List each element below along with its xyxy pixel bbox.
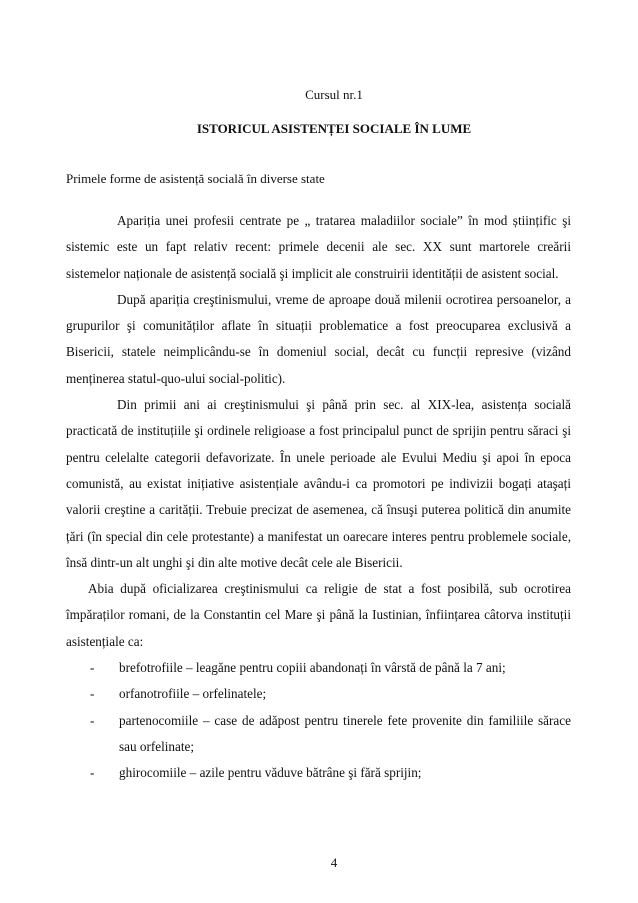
list-item-text: ghirocomiile – azile pentru văduve bătrâne şi fără sprijin; xyxy=(119,765,422,781)
course-label: Cursul nr.1 xyxy=(305,87,363,102)
document-title: ISTORICUL ASISTENȚEI SOCIALE ÎN LUME xyxy=(196,121,472,136)
list-item-text: orfanotrofiile – orfelinatele; xyxy=(119,686,267,702)
list-item xyxy=(66,655,571,681)
paragraph: Abia după oficializarea creştinismului ca religie de stat a fost posibilă, sub ocrotirea împăraților romani, de la Constantin cel Mare şi până la Iustinian, înființarea câtorva instituții asistențiale ca: xyxy=(66,581,571,649)
document-body xyxy=(66,208,571,787)
list-bullet: - xyxy=(90,712,95,728)
list-item-text: partenocomiile – case de adăpost pentru tinerele fete provenite din familiile sărace sau orfelinate; xyxy=(119,712,571,754)
paragraph: După apariția creştinismului, vreme de aproape două milenii ocrotirea persoanelor, a grupurilor şi comunităților aflate în situații problematice a fost preocuparea exclusivă a Bisericii, statele neimplicându-se în domeniul social, decât cu funcții represive (vizând menținerea statul-quo-ului social-politic). xyxy=(66,291,571,386)
paragraph: Apariția unei profesii centrate pe „ tratarea maladiilor sociale” în mod științific şi sistemic este un fapt relativ recent: primele decenii ale sec. XX sunt martorele creării sistemelor naționale de asistență socială şi implicit ale construirii identității de asistent social. xyxy=(66,213,571,281)
institution-list xyxy=(66,655,571,786)
page-number: 4 xyxy=(330,855,338,870)
list-bullet: - xyxy=(90,765,95,781)
list-bullet: - xyxy=(90,660,95,676)
list-item xyxy=(66,760,571,786)
list-bullet: - xyxy=(90,686,95,702)
list-item xyxy=(66,708,571,761)
section-subtitle: Primele forme de asistență socială în diverse state xyxy=(66,171,325,186)
paragraph: Din primii ani ai creştinismului şi până prin sec. al XIX-lea, asistența socială practicată de instituțiile şi ordinele religioase a fost principalul punct de sprijin pentru săraci şi pentru celelalte categorii defavorizate. În unele perioade ale Evului Mediu şi apoi în epoca comunistă, au existat inițiative asistențiale avându-i ca promotori pe indivizii bogați ataşați valorii creştine a carității. Trebuie precizat de asemenea, că însuşi puterea politică din anumite țări (în special din cele protestante) a manifestat un oarecare interes pentru problemele sociale, însă dintr-un alt unghi şi din alte motive decât cele ale Bisericii. xyxy=(66,397,571,570)
list-item xyxy=(66,681,571,707)
list-item-text: brefotrofiile – leagăne pentru copiii abandonați în vârstă de până la 7 ani; xyxy=(119,660,506,676)
